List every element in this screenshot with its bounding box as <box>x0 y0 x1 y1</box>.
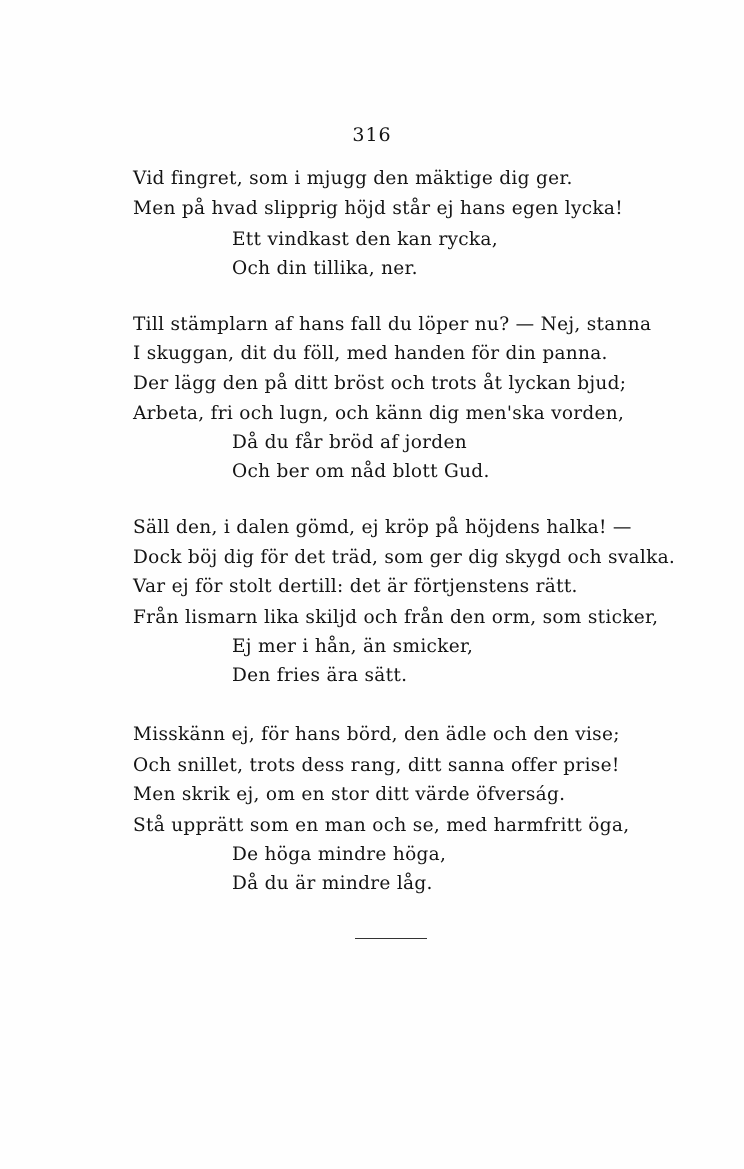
poem-line: Arbeta, fri och lugn, och känn dig men'ska vorden, <box>133 403 625 424</box>
poem-line: Men på hvad slipprig höjd står ej hans egen lycka! <box>133 198 623 219</box>
end-rule <box>355 938 427 939</box>
poem-line: Då du är mindre låg. <box>232 873 433 894</box>
poem-line: Till stämplarn af hans fall du löper nu? — Nej, stanna <box>133 314 652 335</box>
poem-line: Stå upprätt som en man och se, med harmfritt öga, <box>133 815 630 836</box>
poem-line: Dock böj dig för det träd, som ger dig skygd och svalka. <box>133 547 676 568</box>
poem-line: Och din tillika, ner. <box>232 258 418 279</box>
poem-line: Ej mer i hån, än smicker, <box>232 636 474 657</box>
poem-line: Der lägg den på ditt bröst och trots åt lyckan bjud; <box>133 373 627 394</box>
poem-line: Och snillet, trots dess rang, ditt sanna offer prise! <box>133 755 620 776</box>
poem-line: Då du får bröd af jorden <box>232 432 467 453</box>
poem-line: Vid fingret, som i mjugg den mäktige dig ger. <box>133 168 573 189</box>
poem-line: Men skrik ej, om en stor ditt värde öfverság. <box>133 784 566 805</box>
poem-line: Den fries ära sätt. <box>232 665 408 686</box>
page-number: 316 <box>352 124 392 146</box>
poem-line: Från lismarn lika skiljd och från den orm, som sticker, <box>133 607 659 628</box>
poem-line: De höga mindre höga, <box>232 844 447 865</box>
poem-line: I skuggan, dit du föll, med handen för din panna. <box>133 343 608 364</box>
poem-line: Och ber om nåd blott Gud. <box>232 461 490 482</box>
poem-line: Var ej för stolt dertill: det är förtjenstens rätt. <box>133 576 578 597</box>
poem-line: Ett vindkast den kan rycka, <box>232 229 498 250</box>
poem-line: Säll den, i dalen gömd, ej kröp på höjdens halka! — <box>133 517 632 538</box>
poem-line: Misskänn ej, för hans börd, den ädle och den vise; <box>133 724 620 745</box>
